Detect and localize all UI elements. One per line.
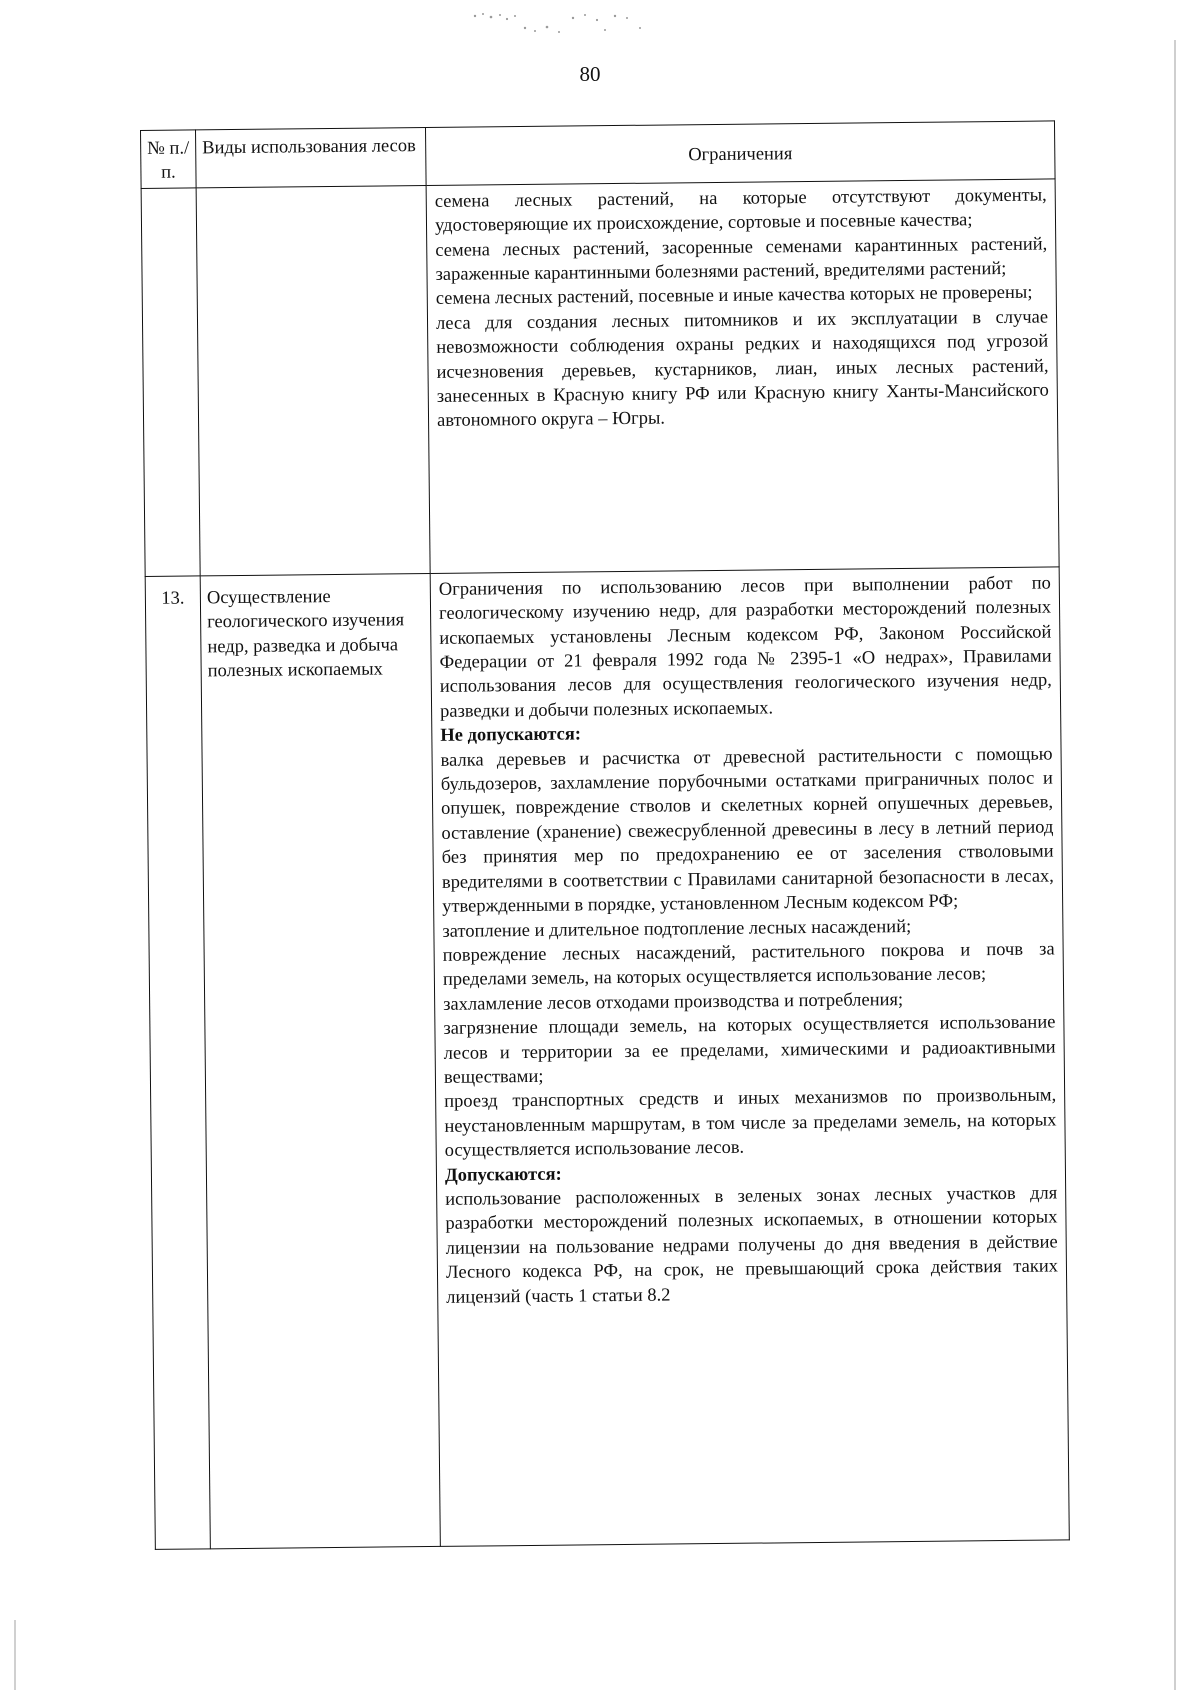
header-number: № п./п. [141,130,197,188]
row-restrictions [430,567,1069,1547]
not-allowed-item: проезд транспортных средств и иных механизмов по произвольным, неустановленным маршрутам, в том числе за пределами земель, на которых осуществляется использование лесов. [444,1085,1057,1162]
restrictions-table [140,120,1070,1549]
header-usage-type: Виды использования лесов [196,128,427,188]
not-allowed-item: затопление и длительное подтопление лесных насаждений; [442,916,912,942]
scan-smudge [455,6,685,46]
restriction-paragraph: леса для создания лесных питомников и их эксплуатации в случае невозможности соблюдения охраны редких и находящихся под угрозой исчезновения деревьев, кустарников, лиан, иных лесных растений, занесенных в Красную книгу РФ или Красную книгу Ханты-Мансийского автономного округа – Югры. [435,307,1049,432]
not-allowed-item: валка деревьев и расчистка от древесной растительности с помощью бульдозеров, захламление порубочными остатками приграничных полос и опушек, повреждение стволов и скелетных корней опушечных деревьев, оставление (хранение) свежесрубленной древесины в лесу в летний период без принятия мер по предохранению ее от заселения стволовыми вредителями в соответствии с Правилами санитарной безопасности в лесах, утвержденными в порядке, установленном Лесным кодексом РФ; [440,744,1054,917]
restriction-paragraph: семена лесных растений, засоренные семенами карантинных растений, зараженные карантинными болезнями растений, вредителями растений; [435,234,1048,285]
header-restrictions: Ограничения [425,121,1055,185]
table-header-row [141,121,1056,188]
scan-edge-line [1174,40,1176,1690]
row-usage-type [196,185,430,575]
restriction-paragraph: семена лесных растений, посевные и иные качества которых не проверены; [435,283,1033,310]
row-restrictions [426,179,1059,574]
allowed-item: использование расположенных в зеленых зонах лесных участков для разработки месторождений полезных ископаемых, в отношении которых лицензии на пользование недрами получены до дня введения в действие Лесного кодекса РФ, на срок, не превышающий срока действия таких лицензий (часть 1 статьи 8.2 [445,1183,1059,1308]
not-allowed-heading: Не допускаются: [440,724,582,747]
allowed-heading: Допускаются: [444,1164,562,1186]
not-allowed-item: загрязнение площади земель, на которых осуществляется использование лесов и территории за ее пределами, химическими и радиоактивными веществами; [443,1012,1056,1088]
row-number [141,188,200,577]
page-number: 80 [579,62,601,86]
scan-edge-mark [14,1620,16,1690]
restriction-intro: Ограничения по использованию лесов при выполнении работ по геологическому изучению недр, для разработки месторождений полезных ископаемых установлены Лесным кодексом РФ, Законом Российской Федерации от 21 февраля 1992 года № 2395-1 «О недрах», Правилами использования лесов для осуществления геологического изучения недр, разведки и добычи полезных ископаемых. [438,573,1052,722]
not-allowed-item: повреждение лесных насаждений, растительного покрова и почв за пределами земель, на которых осуществляется использование лесов; [442,939,1055,991]
not-allowed-item: захламление лесов отходами производства и потребления; [443,989,904,1015]
restriction-paragraph: семена лесных растений, на которые отсутствуют документы, удостоверяющие их происхождение, сортовые и посевные качества; [434,185,1047,237]
row-usage-type: Осуществление геологического изучения недр, разведка и добыча полезных ископаемых [200,573,440,1548]
table-row-continued [141,179,1059,577]
row-number: 13. [145,576,210,1550]
table-row-13 [145,567,1069,1550]
